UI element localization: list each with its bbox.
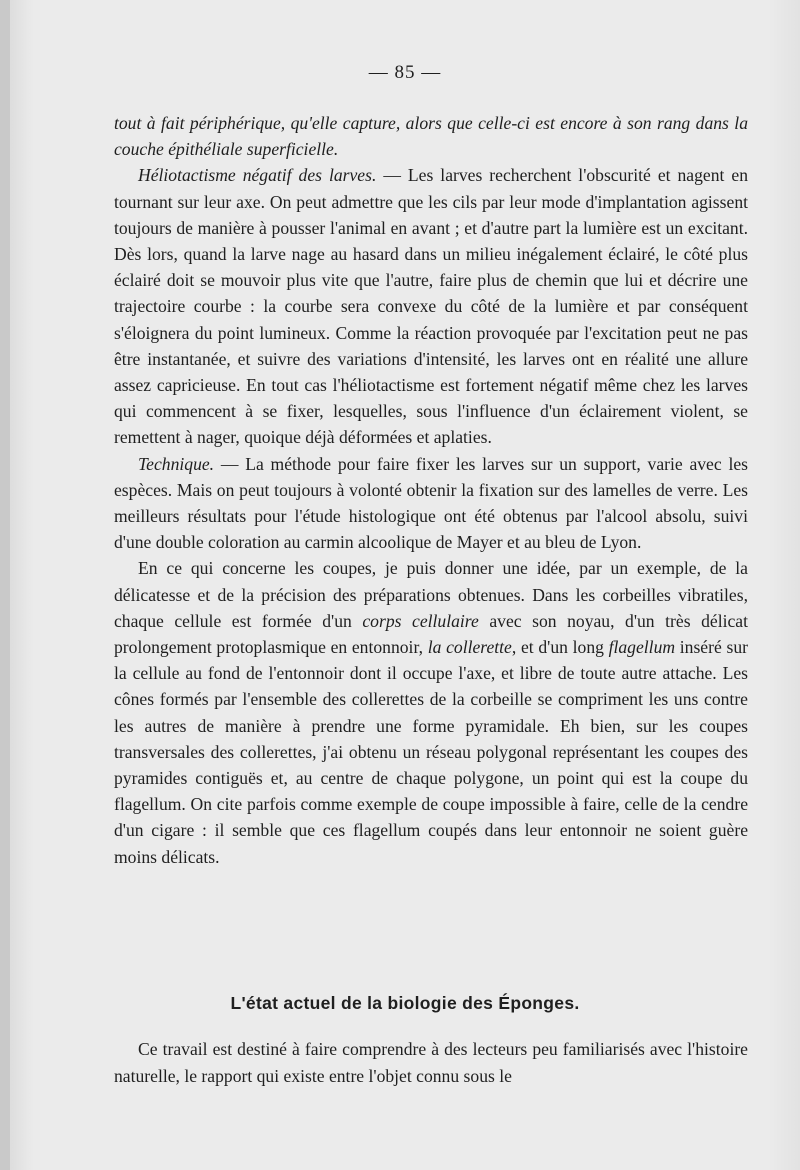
paragraph-coupes: [114, 555, 748, 869]
coupes-text-b: avec son noyau, d'un très délicat prolongement protoplasmique en entonnoir,: [114, 610, 748, 658]
term-corps-cellulaire: corps cellulaire: [362, 610, 479, 631]
paragraph-text-heliotactisme: — Les larves recherchent l'obscurité et nagent en tournant sur leur axe. On peut admettre que les cils par leur mode d'implantation agissent toujours de manière à pousser l'animal en avant ; et d'autre part la lumière est un excitant. Dès lors, quand la larve nage au hasard dans un milieu inégalement éclairé, le côté plus éclairé doit se mouvoir plus vite que l'autre, faire plus de chemin que lui et décrire une trajectoire courbe : la courbe sera convexe du côté de la lumière et par conséquent s'éloignera du point lumineux. Comme la réaction provoquée par l'excitation peut ne pas être instantanée, et suivre des variations d'intensité, les larves ont en réalité une allure assez capricieuse. En tout cas l'héliotactisme est fortement négatif même chez les larves qui commencent à se fixer, lesquelles, sous l'influence d'un éclairement violent, se remettent à nager, quoique déjà déformées et aplaties.: [114, 165, 748, 448]
coupes-text-c: , et d'un long: [511, 637, 609, 658]
paragraph-heliotactisme: [114, 162, 748, 450]
paragraph-text-technique: — La méthode pour faire fixer les larves sur un support, varie avec les espèces. Mais on peut toujours à volonté obtenir la fixation sur des lamelles de verre. Les meilleurs résultats pour l'étude histologique ont été obtenus par l'alcool absolu, suivi d'une double coloration au carmin alcoolique de Mayer et au bleu de Lyon.: [114, 453, 748, 553]
paragraph-technique: [114, 451, 748, 556]
paragraph-title-heliotactisme: Héliotactisme négatif des larves.: [138, 165, 377, 186]
book-page: [10, 0, 800, 1170]
section-heading: L'état actuel de la biologie des Éponges.: [230, 993, 580, 1013]
coupes-text-a: En ce qui concerne les coupes, je puis donner une idée, par un exemple, de la délicatesse et de la précision des préparations obtenues. Dans les corbeilles vibratiles, chaque cellule est formée d'un: [114, 558, 748, 631]
final-paragraph-block: [114, 1036, 748, 1089]
term-collerette: la collerette: [427, 637, 512, 658]
paragraph-continuation: tout à fait périphérique, qu'elle capture, alors que celle-ci est encore à son rang dans la couche épithéliale superficielle.: [114, 113, 748, 160]
term-flagellum: flagellum: [608, 637, 676, 658]
page-number: — 85 —: [368, 62, 442, 83]
body-text: [114, 110, 748, 870]
paragraph-title-technique: Technique.: [138, 453, 215, 474]
final-paragraph: Ce travail est destiné à faire comprendre à des lecteurs peu familiarisés avec l'histoire naturelle, le rapport qui existe entre l'objet connu sous le: [114, 1039, 748, 1086]
coupes-text-d: inséré sur la cellule au fond de l'entonnoir dont il occupe l'axe, et libre de toute autre attache. Les cônes formés par l'ensemble des collerettes de la corbeille se compriment les uns contre les autres de manière à prendre une forme pyramidale. Eh bien, sur les coupes transversales des collerettes, j'ai obtenu un réseau polygonal représentant les coupes des pyramides contiguës et, au centre de chaque polygone, un point qui est la coupe du flagellum. On cite parfois comme exemple de coupe impossible à faire, celle de la cendre d'un cigare : il semble que ces flagellum coupés dans leur entonnoir ne soient guère moins délicats.: [114, 637, 748, 867]
